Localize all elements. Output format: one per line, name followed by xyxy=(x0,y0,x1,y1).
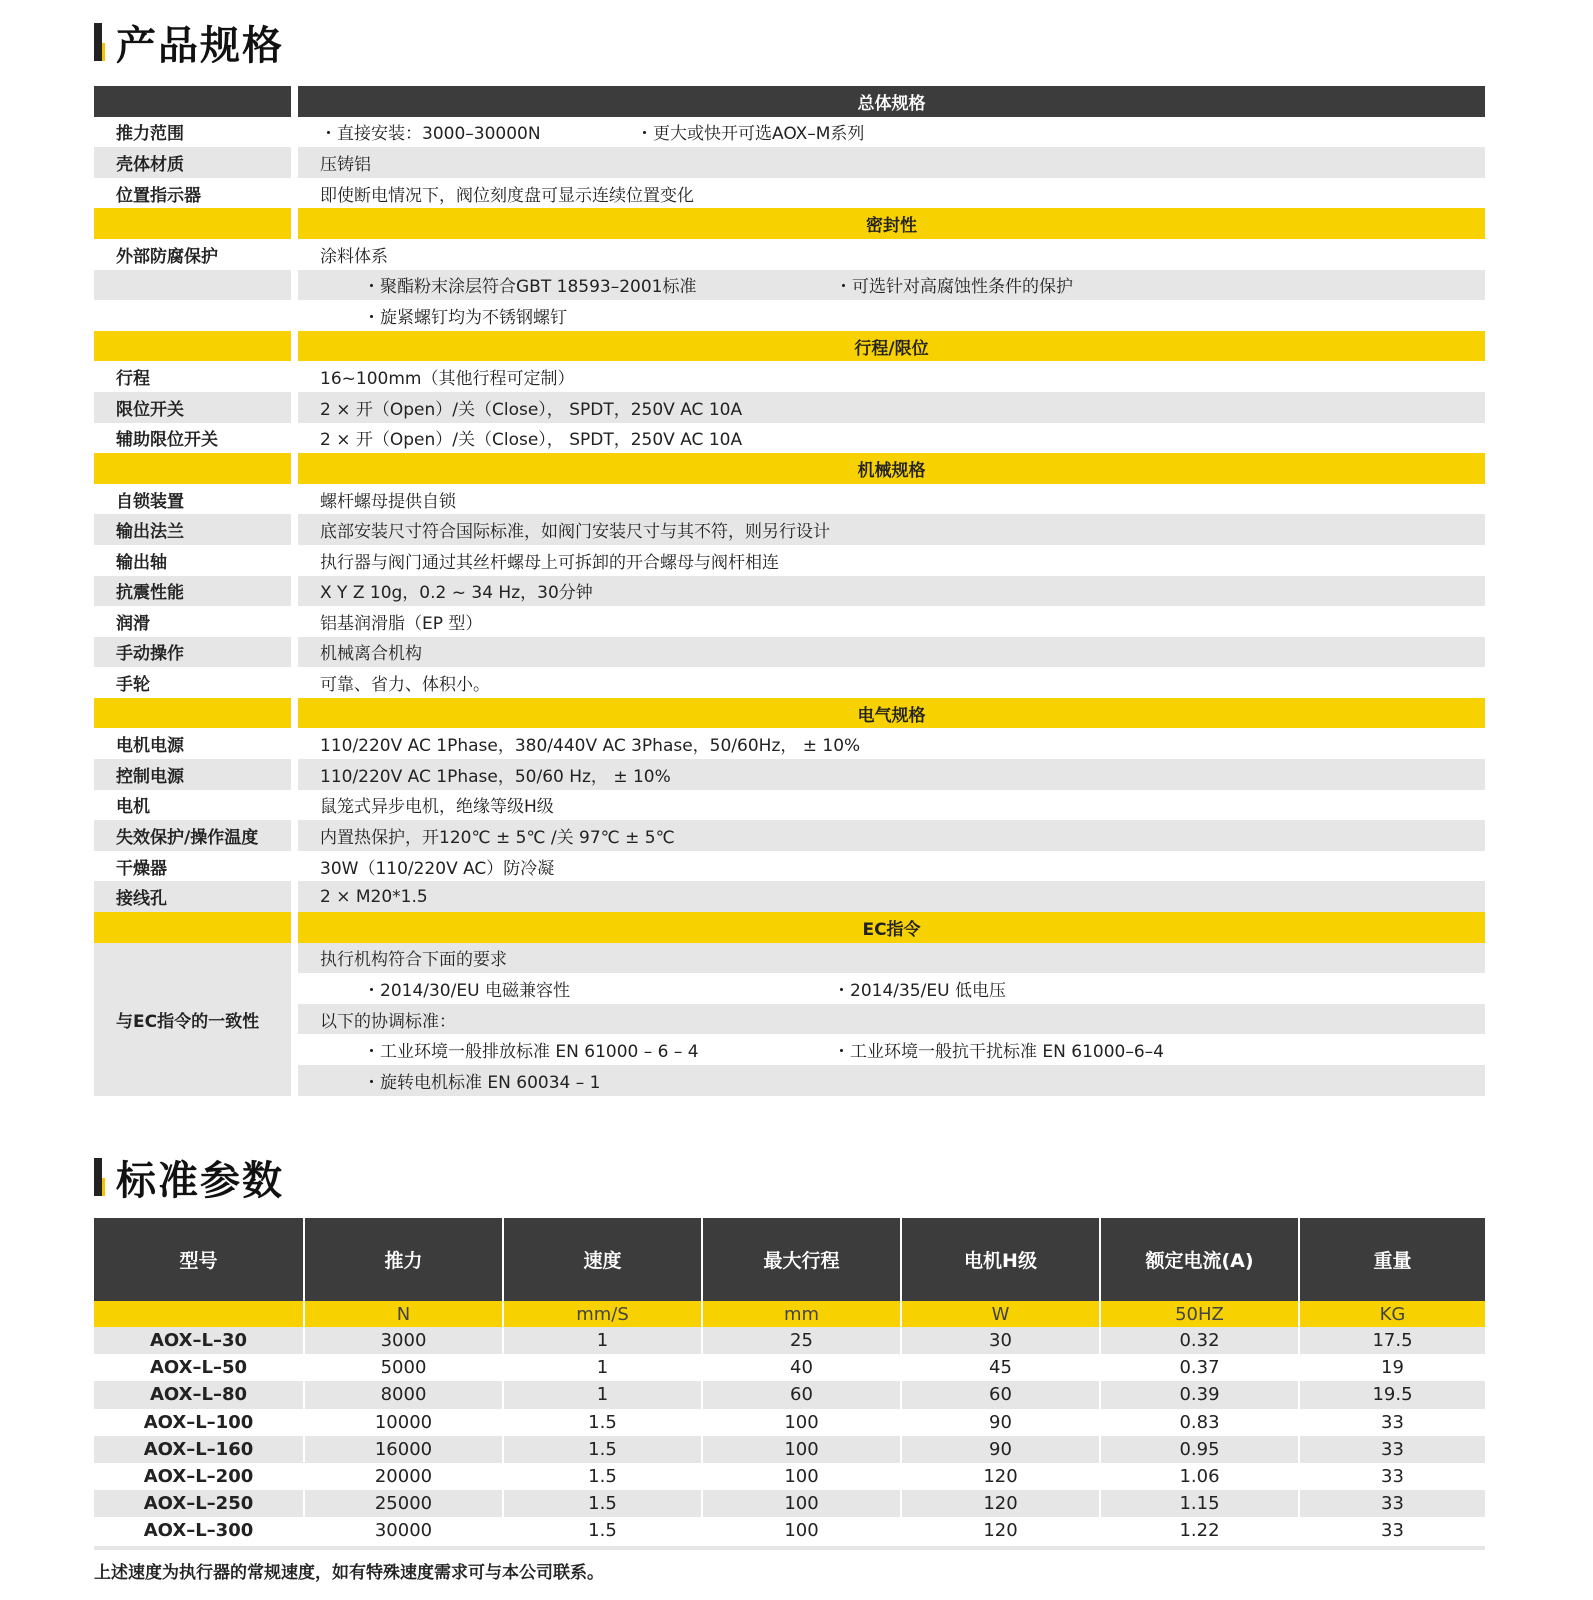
spec-label: 行程 xyxy=(94,361,291,392)
general-header-row xyxy=(94,86,1485,117)
spec-label: 位置指示器 xyxy=(94,178,291,209)
spec-label: 自锁装置 xyxy=(94,484,291,515)
electrical-header-row xyxy=(94,698,1485,729)
param-cell: 1.06 xyxy=(1100,1463,1299,1490)
table-row xyxy=(94,1517,1485,1544)
spec-value: 2 × M20*1.5 xyxy=(298,881,1485,912)
mechanical-header-row xyxy=(94,453,1485,484)
spec-row xyxy=(94,117,1485,148)
spec-row xyxy=(94,606,1485,637)
spec-value: X Y Z 10g，0.2 ~ 34 Hz，30分钟 xyxy=(298,576,1485,607)
column-header: 推力 xyxy=(304,1218,503,1301)
spec-value: 螺杆螺母提供自锁 xyxy=(298,484,1485,515)
spec-value: 2 × 开（Open）/关（Close）， SPDT，250V AC 10A xyxy=(298,423,1485,454)
spec-label: 电机 xyxy=(94,790,291,821)
table-bottom-rule xyxy=(94,1546,1485,1550)
param-cell: 100 xyxy=(702,1436,901,1463)
spec-value: ・2014/35/EU 低电压 xyxy=(833,981,1006,1002)
title-bar-icon xyxy=(94,1158,102,1196)
spec-label: 电机电源 xyxy=(94,728,291,759)
table-row xyxy=(94,1409,1485,1436)
param-cell: 100 xyxy=(702,1517,901,1544)
param-cell: 1.15 xyxy=(1100,1490,1299,1517)
param-cell: 120 xyxy=(901,1463,1100,1490)
spec-value: 即使断电情况下，阀位刻度盘可显示连续位置变化 xyxy=(298,178,1485,209)
ec-header-row xyxy=(94,912,1485,943)
unit-cell: N xyxy=(304,1301,503,1327)
param-cell: 1.5 xyxy=(503,1517,702,1544)
param-cell: 25000 xyxy=(304,1490,503,1517)
spec-label: 控制电源 xyxy=(94,759,291,790)
spec-value: 110/220V AC 1Phase，50/60 Hz， ± 10% xyxy=(298,759,1485,790)
spec-value: 内置热保护，开120℃ ± 5℃ /关 97℃ ± 5℃ xyxy=(298,820,1485,851)
spec-label: 限位开关 xyxy=(94,392,291,423)
param-cell: 1 xyxy=(503,1327,702,1354)
mechanical-header: 机械规格 xyxy=(298,453,1485,484)
param-cell: 120 xyxy=(901,1490,1100,1517)
sealing-header-row xyxy=(94,208,1485,239)
electrical-header: 电气规格 xyxy=(298,698,1485,729)
unit-cell: W xyxy=(901,1301,1100,1327)
param-cell: 20000 xyxy=(304,1463,503,1490)
spec-row xyxy=(94,728,1485,759)
param-cell: 60 xyxy=(702,1381,901,1408)
spec-value: 以下的协调标准： xyxy=(298,1004,1485,1035)
param-cell: 1.22 xyxy=(1100,1517,1299,1544)
unit-cell: mm xyxy=(702,1301,901,1327)
unit-cell: 50HZ xyxy=(1100,1301,1299,1327)
param-cell: 1 xyxy=(503,1354,702,1381)
spec-row xyxy=(298,1065,1485,1096)
spec-value: 16~100mm（其他行程可定制） xyxy=(298,361,1485,392)
spec-row xyxy=(94,147,1485,178)
model-cell: AOX–L–250 xyxy=(94,1490,304,1517)
spec-row xyxy=(94,239,1485,270)
spec-label: 外部防腐保护 xyxy=(94,239,291,270)
table-row xyxy=(94,1354,1485,1381)
param-cell: 100 xyxy=(702,1463,901,1490)
model-cell: AOX–L–300 xyxy=(94,1517,304,1544)
column-header: 最大行程 xyxy=(702,1218,901,1301)
table-row xyxy=(94,1436,1485,1463)
param-cell: 3000 xyxy=(304,1327,503,1354)
param-cell: 0.83 xyxy=(1100,1409,1299,1436)
param-cell: 30 xyxy=(901,1327,1100,1354)
param-cell: 0.95 xyxy=(1100,1436,1299,1463)
column-header: 型号 xyxy=(94,1218,304,1301)
spec-row xyxy=(94,270,1485,301)
ec-header: EC指令 xyxy=(298,912,1485,943)
spec-section-title: 产品规格 xyxy=(94,20,284,64)
column-header: 重量 xyxy=(1299,1218,1485,1301)
param-cell: 1.5 xyxy=(503,1436,702,1463)
param-cell: 0.39 xyxy=(1100,1381,1299,1408)
general-header: 总体规格 xyxy=(298,86,1485,117)
spec-row xyxy=(94,881,1485,912)
model-cell: AOX–L–160 xyxy=(94,1436,304,1463)
spec-row xyxy=(94,484,1485,515)
spec-row xyxy=(298,1004,1485,1035)
param-cell: 25 xyxy=(702,1327,901,1354)
spec-value: 可靠、省力、体积小。 xyxy=(298,667,1485,698)
spec-label: 抗震性能 xyxy=(94,576,291,607)
spec-value: ・2014/30/EU 电磁兼容性 xyxy=(363,981,570,1002)
spec-value: 110/220V AC 1Phase，380/440V AC 3Phase，50/60Hz， ± 10% xyxy=(298,728,1485,759)
spec-value: 鼠笼式异步电机，绝缘等级H级 xyxy=(298,790,1485,821)
spec-label: 推力范围 xyxy=(94,117,291,148)
param-cell: 8000 xyxy=(304,1381,503,1408)
spec-row xyxy=(94,820,1485,851)
spec-value: 底部安装尺寸符合国际标准，如阀门安装尺寸与其不符，则另行设计 xyxy=(298,514,1485,545)
param-cell: 40 xyxy=(702,1354,901,1381)
spec-row xyxy=(94,514,1485,545)
params-table xyxy=(94,1218,1485,1545)
model-cell: AOX–L–50 xyxy=(94,1354,304,1381)
column-header: 额定电流(A) xyxy=(1100,1218,1299,1301)
param-cell: 100 xyxy=(702,1409,901,1436)
spec-label: 润滑 xyxy=(94,606,291,637)
units-row xyxy=(94,1301,1485,1327)
param-cell: 90 xyxy=(901,1436,1100,1463)
sealing-header: 密封性 xyxy=(298,208,1485,239)
param-cell: 19.5 xyxy=(1299,1381,1485,1408)
spec-label: 输出轴 xyxy=(94,545,291,576)
spec-row xyxy=(94,545,1485,576)
param-cell: 19 xyxy=(1299,1354,1485,1381)
spec-row xyxy=(298,973,1485,1004)
spec-row xyxy=(94,851,1485,882)
column-header: 电机H级 xyxy=(901,1218,1100,1301)
param-cell: 17.5 xyxy=(1299,1327,1485,1354)
ec-block xyxy=(94,943,1485,1096)
footnote: 上述速度为执行器的常规速度，如有特殊速度需求可与本公司联系。 xyxy=(94,1563,604,1583)
spec-row xyxy=(298,943,1485,974)
spec-value: ・聚酯粉末涂层符合GBT 18593–2001标准 xyxy=(363,277,697,298)
spec-value: 涂料体系 xyxy=(298,239,1485,270)
spec-row xyxy=(298,1034,1485,1065)
spec-row xyxy=(94,300,1485,331)
spec-row xyxy=(94,392,1485,423)
table-row xyxy=(94,1490,1485,1517)
param-cell: 10000 xyxy=(304,1409,503,1436)
param-cell: 5000 xyxy=(304,1354,503,1381)
spec-value: 30W（110/220V AC）防冷凝 xyxy=(298,851,1485,882)
spec-label: 输出法兰 xyxy=(94,514,291,545)
spec-value: 执行机构符合下面的要求 xyxy=(298,943,1485,974)
spec-value: ・旋紧螺钉均为不锈钢螺钉 xyxy=(363,307,567,328)
spec-value: ・更大或快开可选AOX–M系列 xyxy=(636,124,865,145)
stroke-header: 行程/限位 xyxy=(298,331,1485,362)
spec-value: 铝基润滑脂（EP 型） xyxy=(298,606,1485,637)
model-cell: AOX–L–30 xyxy=(94,1327,304,1354)
table-row xyxy=(94,1381,1485,1408)
stroke-header-row xyxy=(94,331,1485,362)
spec-value: ・直接安装：3000–30000N xyxy=(320,124,541,145)
param-cell: 90 xyxy=(901,1409,1100,1436)
param-cell: 33 xyxy=(1299,1463,1485,1490)
param-cell: 0.32 xyxy=(1100,1327,1299,1354)
model-cell: AOX–L–100 xyxy=(94,1409,304,1436)
spec-label: 手轮 xyxy=(94,667,291,698)
spec-label: 接线孔 xyxy=(94,881,291,912)
param-cell: 45 xyxy=(901,1354,1100,1381)
model-cell: AOX–L–200 xyxy=(94,1463,304,1490)
param-cell: 1.5 xyxy=(503,1463,702,1490)
spec-value: 执行器与阀门通过其丝杆螺母上可拆卸的开合螺母与阀杆相连 xyxy=(298,545,1485,576)
param-cell: 60 xyxy=(901,1381,1100,1408)
param-cell: 100 xyxy=(702,1490,901,1517)
spec-row xyxy=(94,423,1485,454)
spec-value: ・工业环境一般抗干扰标准 EN 61000–6–4 xyxy=(833,1042,1164,1063)
spec-value: 机械离合机构 xyxy=(298,637,1485,668)
spec-row xyxy=(94,759,1485,790)
param-cell: 33 xyxy=(1299,1436,1485,1463)
spec-value: ・可选针对高腐蚀性条件的保护 xyxy=(835,277,1073,298)
param-cell: 0.37 xyxy=(1100,1354,1299,1381)
spec-row xyxy=(94,637,1485,668)
spec-value: 压铸铝 xyxy=(298,147,1485,178)
title-bar-icon xyxy=(94,23,102,61)
spec-label: 壳体材质 xyxy=(94,147,291,178)
param-cell: 33 xyxy=(1299,1517,1485,1544)
spec-value: 2 × 开（Open）/关（Close）， SPDT，250V AC 10A xyxy=(298,392,1485,423)
spec-label: 干燥器 xyxy=(94,851,291,882)
spec-value: ・工业环境一般排放标准 EN 61000 – 6 – 4 xyxy=(363,1042,699,1063)
unit-cell: mm/S xyxy=(503,1301,702,1327)
params-section-title: 标准参数 xyxy=(94,1155,284,1199)
column-header: 速度 xyxy=(503,1218,702,1301)
param-cell: 1.5 xyxy=(503,1490,702,1517)
table-row xyxy=(94,1463,1485,1490)
param-cell: 1 xyxy=(503,1381,702,1408)
param-cell: 1.5 xyxy=(503,1409,702,1436)
spec-row xyxy=(94,178,1485,209)
unit-cell xyxy=(94,1301,304,1327)
spec-row xyxy=(94,576,1485,607)
spec-row xyxy=(94,790,1485,821)
unit-cell: KG xyxy=(1299,1301,1485,1327)
params-header-row xyxy=(94,1218,1485,1301)
param-cell: 30000 xyxy=(304,1517,503,1544)
param-cell: 16000 xyxy=(304,1436,503,1463)
spec-table xyxy=(94,86,1485,1096)
param-cell: 33 xyxy=(1299,1409,1485,1436)
table-row xyxy=(94,1327,1485,1354)
model-cell: AOX–L–80 xyxy=(94,1381,304,1408)
param-cell: 120 xyxy=(901,1517,1100,1544)
spec-row xyxy=(94,361,1485,392)
param-cell: 33 xyxy=(1299,1490,1485,1517)
spec-row xyxy=(94,667,1485,698)
spec-value: ・旋转电机标准 EN 60034 – 1 xyxy=(363,1072,601,1093)
spec-label: 辅助限位开关 xyxy=(94,423,291,454)
spec-label: 手动操作 xyxy=(94,637,291,668)
spec-label: 失效保护/操作温度 xyxy=(94,820,291,851)
spec-label: 与EC指令的一致性 xyxy=(94,943,291,1096)
